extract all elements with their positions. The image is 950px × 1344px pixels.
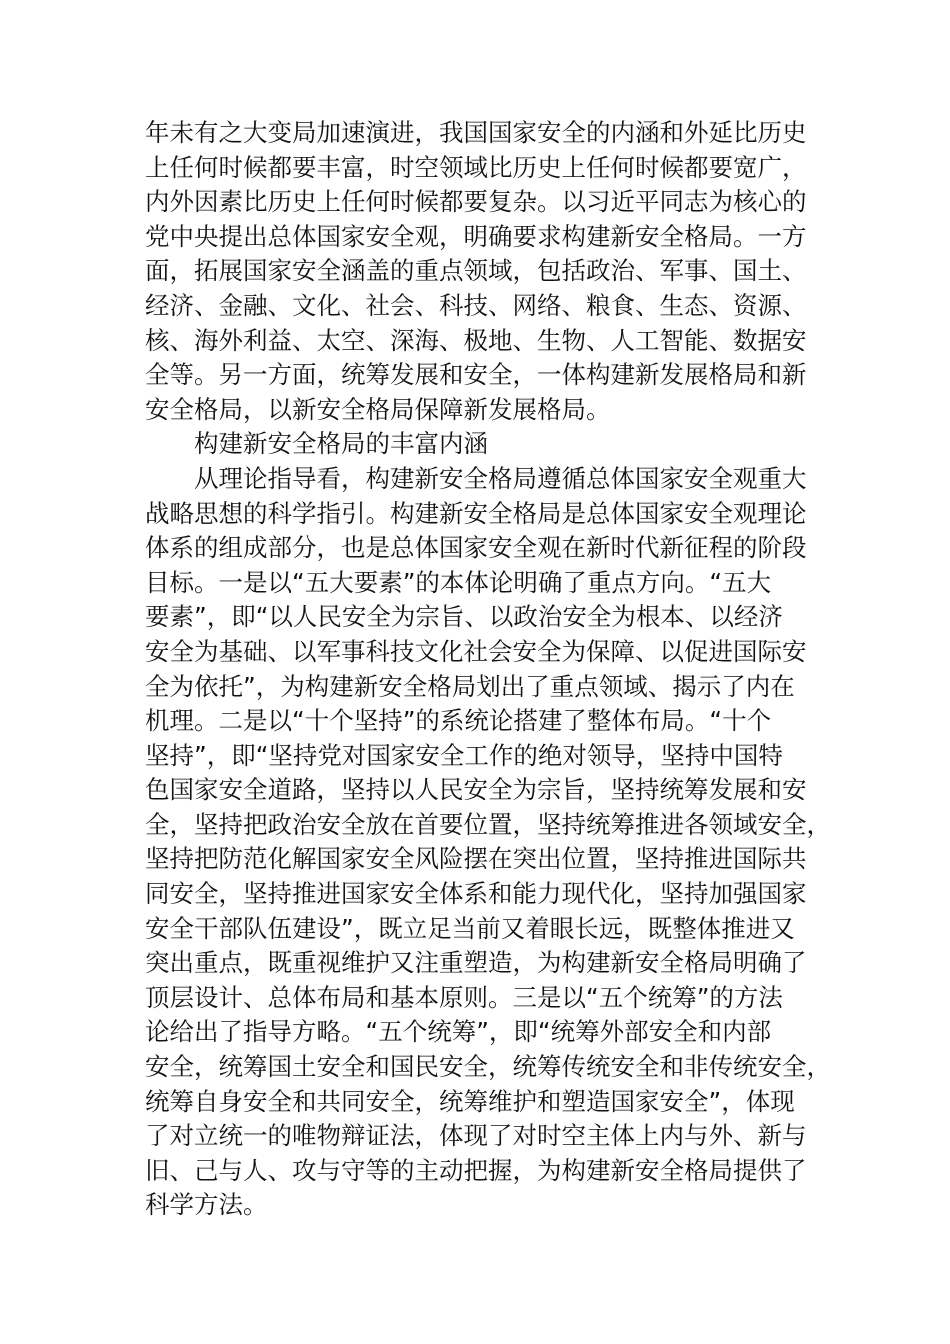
text-line: 安全干部队伍建设”，既立足当前又着眼长远，既整体推进又 [145,913,795,943]
paragraph-start-line: 从理论指导看，构建新安全格局遵循总体国家安全观重大 [194,463,807,493]
text-line: 安全为基础、以军事科技文化社会安全为保障、以促进国际安 [145,636,807,666]
text-line: 体系的组成部分，也是总体国家安全观在新时代新征程的阶段 [145,533,807,563]
text-line: 旧、己与人、攻与守等的主动把握，为构建新安全格局提供了 [145,1155,807,1185]
text-line: 经济、金融、文化、社会、科技、网络、粮食、生态、资源、 [145,290,807,320]
text-line: 党中央提出总体国家安全观，明确要求构建新安全格局。一方 [145,221,807,251]
text-line: 机理。二是以“十个坚持”的系统论搭建了整体布局。“十个 [145,706,772,736]
text-line: 论给出了指导方略。“五个统筹”，即“统筹外部安全和内部 [145,1017,772,1047]
text-line: 战略思想的科学指引。构建新安全格局是总体国家安全观理论 [145,498,807,528]
text-line: 上任何时候都要丰富，时空领域比历史上任何时候都要宽广， [145,152,807,182]
text-line: 同安全，坚持推进国家安全体系和能力现代化，坚持加强国家 [145,879,807,909]
text-line: 安全，统筹国土安全和国民安全，统筹传统安全和非传统安全， [145,1052,831,1082]
text-line: 色国家安全道路，坚持以人民安全为宗旨，坚持统筹发展和安 [145,775,807,805]
text-line: 全为依托”，为构建新安全格局划出了重点领域、揭示了内在 [145,671,795,701]
text-line: 统筹自身安全和共同安全，统筹维护和塑造国家安全”，体现 [145,1086,795,1116]
text-line: 目标。一是以“五大要素”的本体论明确了重点方向。“五大 [145,567,772,597]
text-line: 年未有之大变局加速演进，我国国家安全的内涵和外延比历史 [145,118,807,147]
text-line: 安全格局，以新安全格局保障新发展格局。 [145,394,611,424]
text-line: 面，拓展国家安全涵盖的重点领域，包括政治、军事、国土、 [145,256,807,286]
text-line: 全等。另一方面，统筹发展和安全，一体构建新发展格局和新 [145,360,807,390]
text-line: 全，坚持把政治安全放在首要位置，坚持统筹推进各领域安全， [145,809,831,839]
section-heading: 构建新安全格局的丰富内涵 [194,429,488,459]
text-line: 坚持把防范化解国家安全风险摆在突出位置，坚持推进国际共 [145,844,807,874]
text-line: 坚持”，即“坚持党对国家安全工作的绝对领导，坚持中国特 [145,740,783,770]
text-line: 核、海外利益、太空、深海、极地、生物、人工智能、数据安 [145,325,807,355]
text-line: 顶层设计、总体布局和基本原则。三是以“五个统筹”的方法 [145,982,783,1012]
text-line: 突出重点，既重视维护又注重塑造，为构建新安全格局明确了 [145,948,807,978]
text-line: 科学方法。 [145,1190,268,1220]
text-line: 了对立统一的唯物辩证法，体现了对时空主体上内与外、新与 [145,1121,807,1151]
body-text [145,116,831,1223]
text-line: 内外因素比历史上任何时候都要复杂。以习近平同志为核心的 [145,187,807,217]
text-line: 要素”，即“以人民安全为宗旨、以政治安全为根本、以经济 [145,602,783,632]
